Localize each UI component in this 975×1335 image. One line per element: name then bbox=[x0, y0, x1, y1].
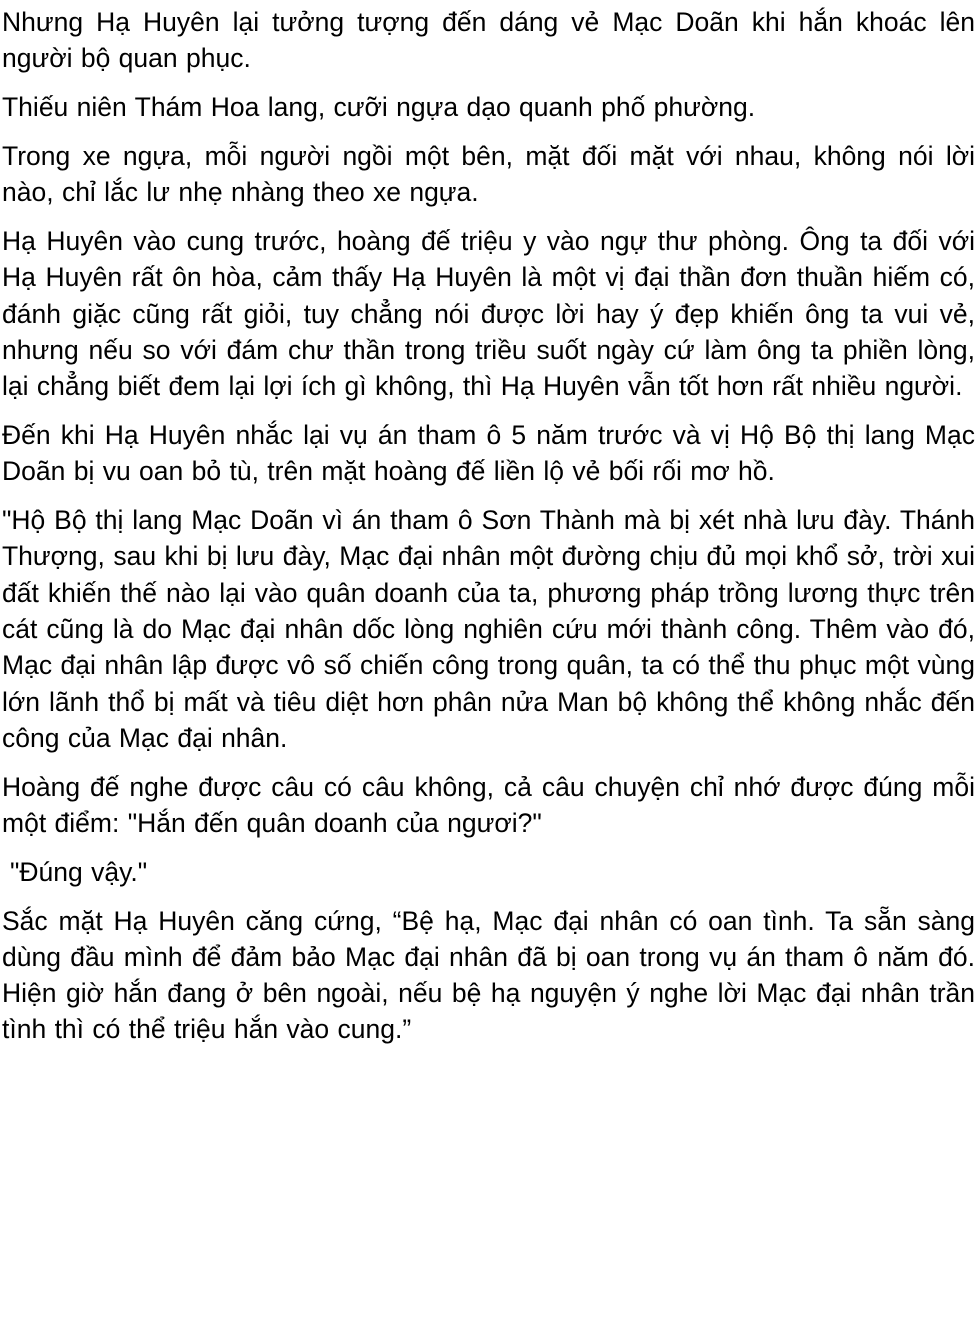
paragraph-8: "Đúng vậy." bbox=[10, 856, 148, 887]
paragraph-6: "Hộ Bộ thị lang Mạc Doãn vì án tham ô Sơn Thành mà bị xét nhà lưu đày. Thánh Thượng, sau khi bị lưu đày, Mạc đại nhân một đường chịu đủ mọi khổ sở, trời xui đất khiến thế nào lại vào quân doanh của ta, phương pháp trồng lương thực trên cát cũng là do Mạc đại nhân dốc lòng nghiên cứu mới thành công. Thêm vào đó, Mạc đại nhân lập được vô số chiến công trong quân, ta có thể thu phục một vùng lớn lãnh thổ bị mất và tiêu diệt hơn phân nửa Man bộ không thể không nhắc đến công của Mạc đại nhân. bbox=[2, 505, 975, 753]
paragraph-2: Thiếu niên Thám Hoa lang, cưỡi ngựa dạo quanh phố phường. bbox=[2, 92, 756, 123]
paragraph-1: Nhưng Hạ Huyên lại tưởng tượng đến dáng vẻ Mạc Doãn khi hắn khoác lên người bộ quan phục. bbox=[2, 7, 975, 74]
paragraph-9: Sắc mặt Hạ Huyên căng cứng, “Bệ hạ, Mạc đại nhân có oan tình. Ta sẵn sàng dùng đầu mình để đảm bảo Mạc đại nhân đã bị oan trong vụ án tham ô năm đó. Hiện giờ hắn đang ở bên ngoài, nếu bệ hạ nguyện ý nghe lời Mạc đại nhân trần tình thì có thể triệu hắn vào cung.” bbox=[2, 905, 975, 1045]
paragraph-4: Hạ Huyên vào cung trước, hoàng đế triệu y vào ngự thư phòng. Ông ta đối với Hạ Huyên rất ôn hòa, cảm thấy Hạ Huyên là một vị đại thần đơn thuần hiếm có, đánh giặc cũng rất giỏi, tuy chẳng nói được lời hay ý đẹp khiến ông ta vui vẻ, nhưng nếu so với đám chư thần trong triều suốt ngày cứ làm ông ta phiền lòng, lại chẳng biết đem lại lợi ích gì không, thì Hạ Huyên vẫn tốt hơn rất nhiều người. bbox=[2, 225, 975, 402]
paragraph-3: Trong xe ngựa, mỗi người ngồi một bên, mặt đối mặt với nhau, không nói lời nào, chỉ lắc lư nhẹ nhàng theo xe ngựa. bbox=[2, 140, 975, 208]
paragraph-7: Hoàng đế nghe được câu có câu không, cả câu chuyện chỉ nhớ được đúng mỗi một điểm: "Hắn đến quân doanh của ngươi?" bbox=[2, 771, 975, 838]
paragraph-5: Đến khi Hạ Huyên nhắc lại vụ án tham ô 5 năm trước và vị Hộ Bộ thị lang Mạc Doãn bị vu oan bỏ tù, trên mặt hoàng đế liền lộ vẻ bối rối mơ hồ. bbox=[2, 419, 975, 487]
